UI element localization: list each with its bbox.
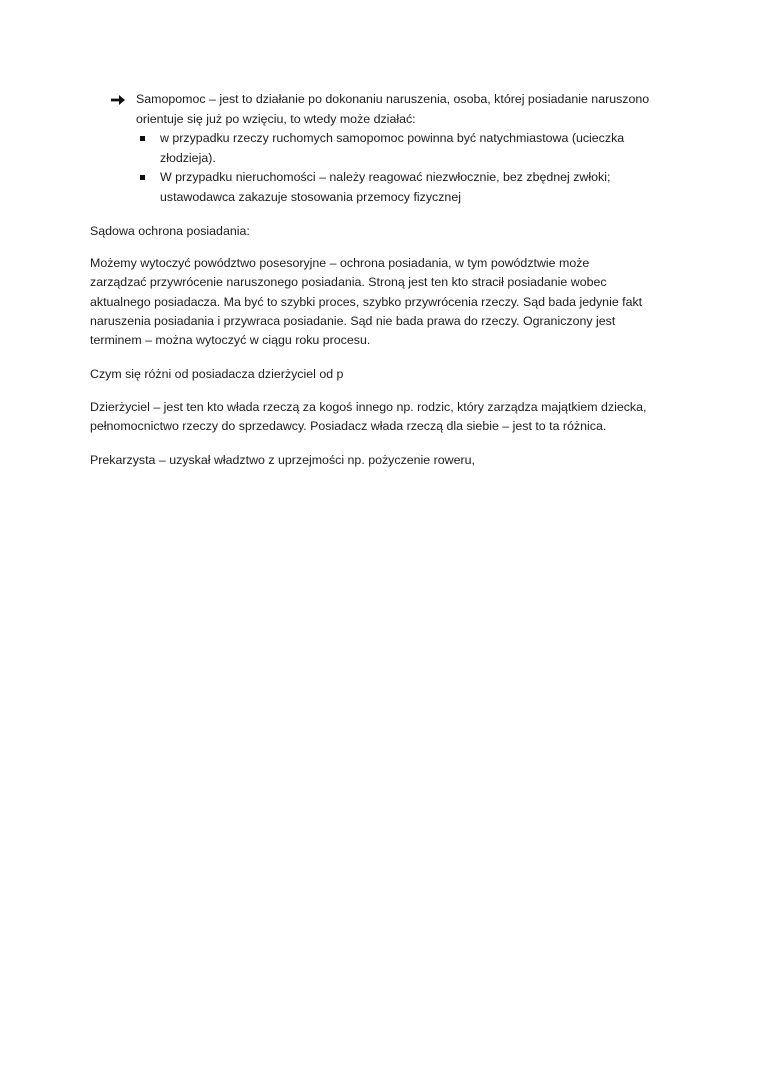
bullet-item-line: w przypadku rzeczy ruchomych samopomoc powinna być natychmiastowa (ucieczka [160, 131, 625, 145]
paragraph-posesoryjne [90, 254, 642, 350]
arrow-item-line: Samopomoc – jest to działanie po dokonaniu naruszenia, osoba, której posiadanie naruszono [136, 92, 650, 106]
bullet-item-line: złodzieja). [160, 150, 216, 165]
paragraph-prekarzysta: Prekarzysta – uzyskał władztwo z uprzejmości np. pożyczenie roweru, [90, 452, 475, 467]
paragraph-dzierzyciel [90, 398, 646, 437]
square-bullet-icon [140, 136, 145, 141]
paragraph-line: pełnomocnictwo rzeczy do sprzedawcy. Posiadacz włada rzeczą dla siebie – jest to ta różnica. [90, 418, 607, 433]
paragraph-line: zarządzać przywrócenie naruszonego posiadania. Stroną jest ten kto stracił posiadanie wobec [90, 275, 607, 290]
bullet-list [160, 129, 624, 207]
section-heading: Sądowa ochrona posiadania: [90, 223, 250, 238]
paragraph-line: Dzierżyciel – jest ten kto włada rzeczą za kogoś innego np. rodzic, który zarządza majątkiem dziecka, [90, 399, 647, 414]
arrow-list-item [136, 90, 649, 129]
question-line: Czym się różni od posiadacza dzierżyciel od p [90, 366, 344, 381]
bullet-item-line: W przypadku nieruchomości – należy reagować niezwłocznie, bez zbędnej zwłoki; [160, 170, 611, 184]
paragraph-line: Możemy wytoczyć powództwo posesoryjne – ochrona posiadania, w tym powództwie może [90, 256, 590, 270]
square-bullet-icon [140, 175, 145, 180]
paragraph-line: terminem – można wytoczyć w ciągu roku procesu. [90, 333, 371, 348]
paragraph-line: aktualnego posiadacza. Ma być to szybki proces, szybko przywrócenia rzeczy. Sąd bada jedynie fakt [90, 294, 643, 309]
arrow-item-line: orientuje się już po wzięciu, to wtedy może działać: [136, 111, 416, 126]
bullet-item-line: ustawodawca zakazuje stosowania przemocy fizycznej [160, 189, 461, 204]
paragraph-line: naruszenia posiadania i przywraca posiadanie. Sąd nie bada prawa do rzeczy. Ograniczony jest [90, 313, 616, 328]
arrow-right-icon [111, 94, 125, 106]
